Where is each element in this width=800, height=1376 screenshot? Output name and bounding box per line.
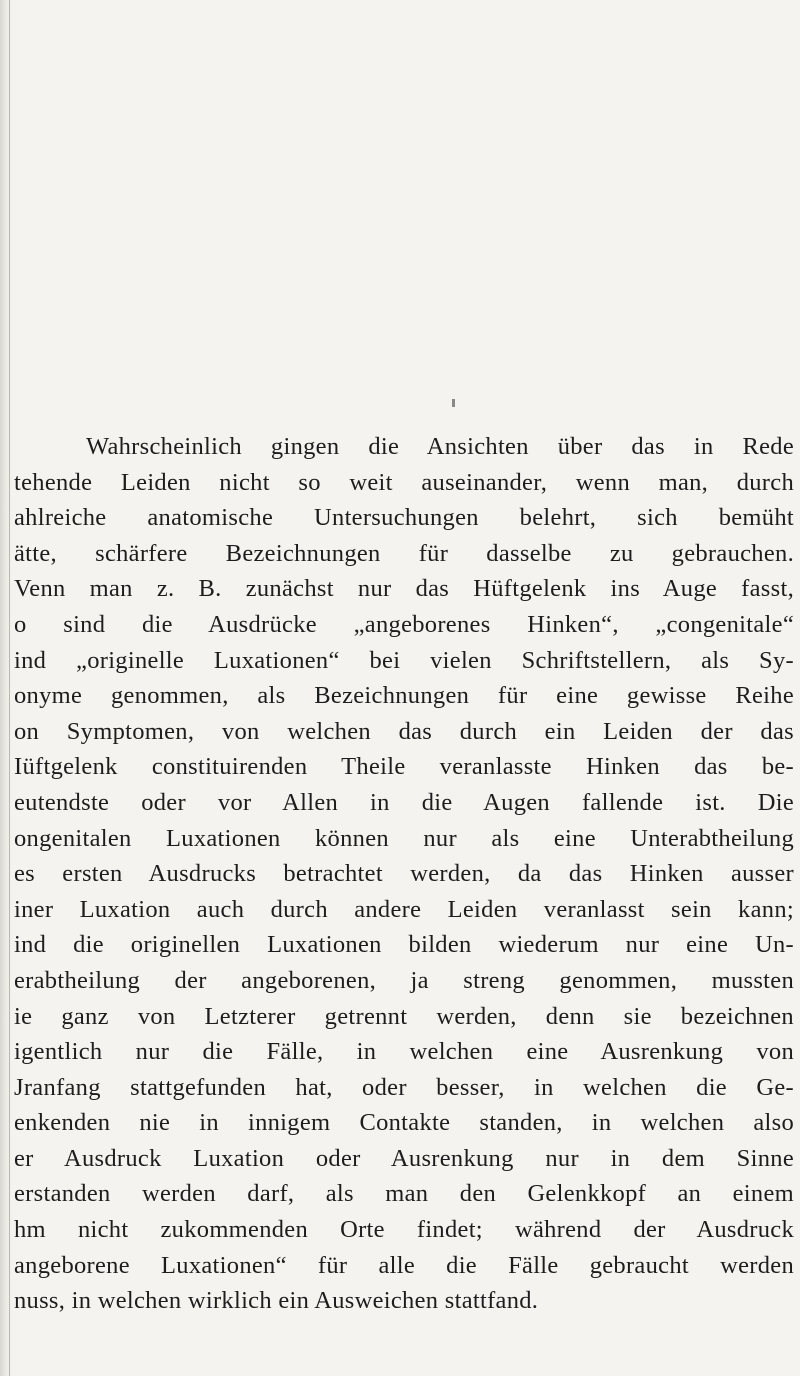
text-line: Venn man z. B. zunächst nur das Hüftgelenk ins Auge fasst,: [14, 575, 794, 603]
text-line: erstanden werden darf, als man den Gelenkkopf an einem: [14, 1180, 794, 1208]
text-line: Jranfang stattgefunden hat, oder besser, in welchen die Ge-: [14, 1073, 794, 1101]
text-line: es ersten Ausdrucks betrachtet werden, da das Hinken ausser: [14, 860, 794, 888]
text-line: ie ganz von Letzterer getrennt werden, denn sie bezeichnen: [14, 1002, 794, 1030]
text-line: angeborene Luxationen“ für alle die Fälle gebraucht werden: [14, 1251, 794, 1279]
text-line: enkenden nie in innigem Contakte standen, in welchen also: [14, 1109, 794, 1137]
text-line: erabtheilung der angeborenen, ja streng genommen, mussten: [14, 966, 794, 994]
text-line: tehende Leiden nicht so weit auseinander, wenn man, durch: [14, 468, 794, 496]
text-line: iner Luxation auch durch andere Leiden veranlasst sein kann;: [14, 895, 794, 923]
text-line: er Ausdruck Luxation oder Ausrenkung nur in dem Sinne: [14, 1144, 794, 1172]
text-line: nuss, in welchen wirklich ein Ausweichen stattfand.: [14, 1287, 539, 1315]
text-line: Iüftgelenk constituirenden Theile veranlasste Hinken das be-: [14, 753, 794, 781]
text-line: Wahrscheinlich gingen die Ansichten über das in Rede: [86, 433, 794, 460]
paragraph: [14, 429, 794, 1319]
text-line: igentlich nur die Fälle, in welchen eine Ausrenkung von: [14, 1038, 794, 1066]
gutter-edge-line: [9, 0, 10, 1376]
printing-mark: [452, 399, 455, 407]
page-gutter: [0, 0, 12, 1376]
text-line: o sind die Ausdrücke „angeborenes Hinken“, „congenitale“: [14, 610, 794, 638]
text-line: eutendste oder vor Allen in die Augen fallende ist. Die: [14, 788, 794, 816]
text-line: ätte, schärfere Bezeichnungen für dasselbe zu gebrauchen.: [14, 539, 794, 567]
text-line: onyme genommen, als Bezeichnungen für eine gewisse Reihe: [14, 682, 794, 710]
text-line: on Symptomen, von welchen das durch ein Leiden der das: [14, 717, 794, 745]
text-line: ind die originellen Luxationen bilden wiederum nur eine Un-: [14, 931, 794, 959]
text-line: ongenitalen Luxationen können nur als eine Unterabtheilung: [14, 824, 794, 852]
text-line: ahlreiche anatomische Untersuchungen belehrt, sich bemüht: [14, 504, 794, 532]
text-line: hm nicht zukommenden Orte findet; während der Ausdruck: [14, 1216, 794, 1244]
text-line: ind „originelle Luxationen“ bei vielen Schriftstellern, als Sy-: [14, 646, 794, 674]
